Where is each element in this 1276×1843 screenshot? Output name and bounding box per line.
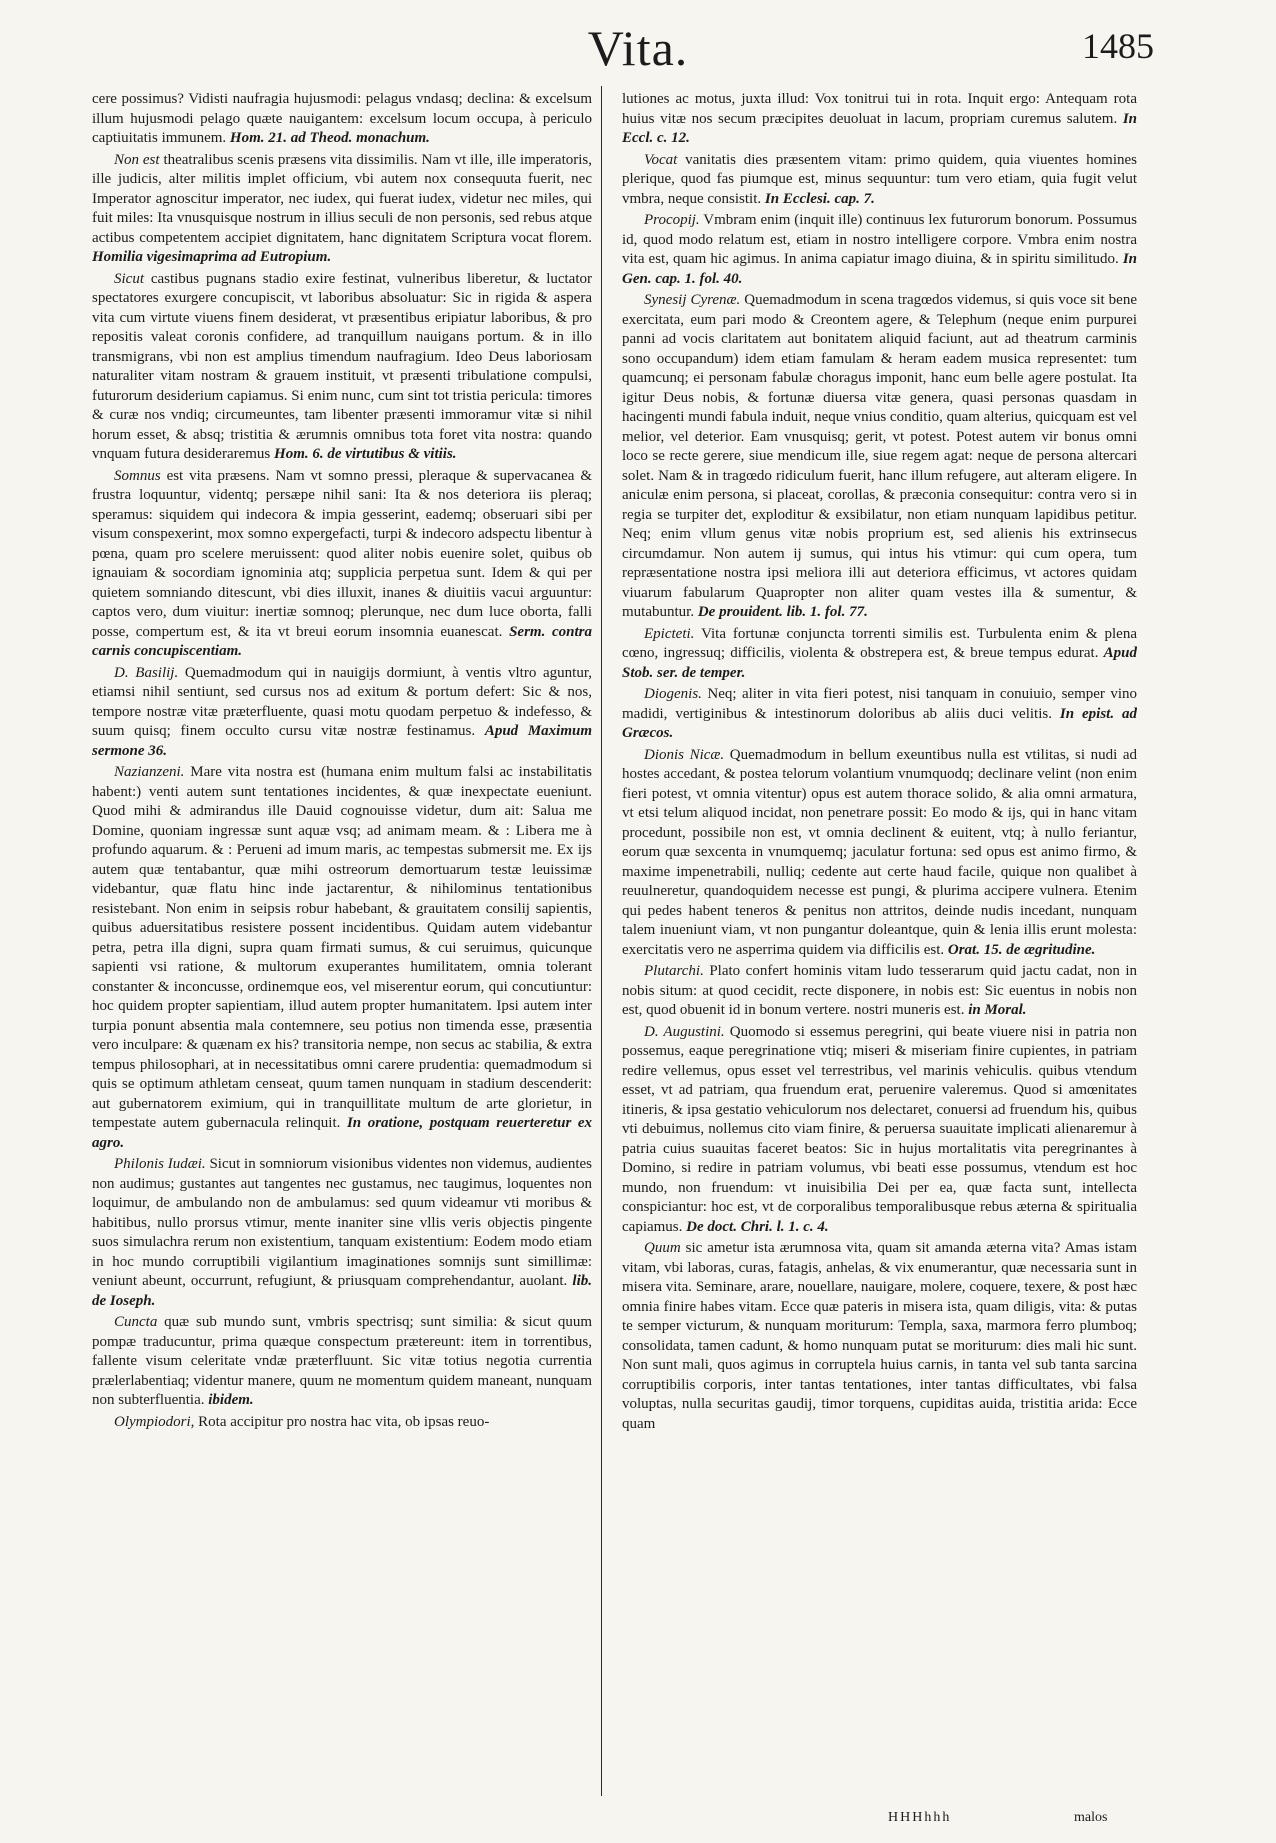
entry-source-citation: Serm. contra carnis concupiscentiam. bbox=[92, 623, 592, 659]
entry-text: est vita præsens. Nam vt somno pressi, pleraque & supervacanea & frustra loquuntur, videntq; persæpe nihil sani: Ita & nos deteriora iis pleraq; speramus: siquidem qui indecora & impia gesserint, eademq; obseruari sibi per visum conspexerint, mox somno expergefacti, turpi & indecoro adspectu libentur à pœna, quam pro scelere meruissent: quod aliter nobis euenire solet, quibus ob ignauiam & socordiam ignominia atq; supplicia perpetua sunt. Idem & qui per quietem somniando ditescunt, vbi dies illuxit, inanes & diuitiis vacui arguuntur: captos vero, dum viuitur: inertiæ somnoq; plerunque, nec dum luce oborta, falli posse, compertum est, & ita vt breui eorum insomnia euanescat. bbox=[92, 467, 592, 640]
entry-lead-word: Diogenis. bbox=[644, 686, 702, 702]
entry-source-citation: In Eccl. c. 12. bbox=[622, 110, 1137, 146]
entry-text: Quemadmodum qui in nauigijs dormiunt, à ventis vltro aguntur, etiamsi nihil sentiunt, sed cursus nos ad exitum & portum defert: Sic & nos, tempore nostræ vitæ præterfluente, quasi motu quodam perpetuo & indefesso, & suum quisq; finem occulto cursu vitæ nostræ festinamus. bbox=[92, 664, 592, 739]
quotation-entry bbox=[92, 1155, 592, 1311]
entry-lead-word: Plutarchi. bbox=[644, 963, 704, 979]
entry-lead-word: Cuncta bbox=[114, 1314, 158, 1330]
entry-source-citation: in Moral. bbox=[968, 1002, 1027, 1018]
entry-text: Vmbram enim (inquit ille) continuus lex futurorum bonorum. Possumus id, quod modo relatum est, etiam in nostro intelligere corpore. Vmbra enim nostra vita est, quam hic agimus. In anima capiatur imago diuina, & in spiritu similitudo. bbox=[622, 212, 1137, 267]
quotation-entry bbox=[622, 625, 1137, 684]
entry-text: Vita fortunæ conjuncta torrenti similis est. Turbulenta enim & plena cœno, ingressuq; difficilis, violenta & obstrepera est, & breue tempus edurat. bbox=[622, 625, 1137, 661]
entry-lead-word: Procopij. bbox=[644, 212, 700, 228]
quotation-entry bbox=[92, 1313, 592, 1411]
entry-text: castibus pugnans stadio exire festinat, vulneribus liberetur, & luctator spectatores exurgere concupiscit, vt laboribus absoluatur: Sic in rigida & aspera vita cum virtute viuens finem desiderat, vt præsentibus eripiatur laboribus, & pro repositis valeat coronis confidere, ad tranquillum nauigans portum. & in illo transmigrans, vbi non est amplius timendum naufragium. Ideo Deus laboriosam naturaliter vitam nostram & grauem instituit, vt præsenti tribulatione compulsi, futurorum desiderium capiamus. Si enim nunc, cum sint tot tristia pericula: timores & curæ nos vndiq; circumeuntes, tam libenter præsenti immoramur vitæ si nihil horum esset, & absq; tristitia & ærumnis omnibus tota foret vita nostra: quando vnquam futura desideraremus bbox=[92, 270, 592, 462]
quotation-entry bbox=[622, 90, 1137, 149]
entry-lead-word: D. Basilij. bbox=[114, 664, 179, 681]
entry-source-citation: In Ecclesi. cap. 7. bbox=[764, 190, 875, 207]
quotation-entry bbox=[92, 763, 592, 1153]
entry-lead-word: Quum bbox=[644, 1240, 681, 1256]
quotation-entry bbox=[622, 211, 1137, 289]
entry-text: theatralibus scenis præsens vita dissimilis. Nam vt ille, ille imperatoris, ille judicis, alter militis implet officium, vbi autem nox consequuta fuerit, nec Imperator agnoscitur imperator, nec iudex, qui fuerat iudex, videtur nec miles, qui fuit miles: Ita vnusquisque nostrum in illius seculi de non personis, sed rebus atque actibus competentem accipiet dignitatem, hanc dignitatem Scriptura vocat florem. bbox=[92, 151, 592, 246]
entry-lead-word: Sicut bbox=[114, 270, 144, 287]
entry-text: Plato confert hominis vitam ludo tesserarum quid jactu cadat, non in nobis situm: at quod cecidit, recte disponere, in nobis est: Sic euentus in nobis non est, quod obuenit id in bonum vertere. nostri muneris est. bbox=[622, 963, 1137, 1018]
entry-lead-word: Synesij Cyrenæ. bbox=[644, 292, 741, 308]
column-rule bbox=[601, 86, 602, 1796]
entry-text: Rota accipitur pro nostra hac vita, ob ipsas reuo- bbox=[198, 1413, 490, 1430]
entry-lead-word: Epicteti. bbox=[644, 625, 695, 642]
entry-text: Mare vita nostra est (humana enim multum falsi ac instabilitatis habent:) venti autem sunt tentationes incidentes, & quæ inexpectate eueniunt. Quod mihi & admirandus ille Dauid cognouisse videtur, dum ait: Salua me Domine, quoniam ingressæ sunt aquæ vsq; ad animam meam. & : Libera me à profundo aquarum. & : Perueni ad imum maris, ac tempestas submersit me. Ex ijs autem quæ tentabantur, quæ mihi ostreorum demortuarum testæ leuissimæ videbantur, quæ flatu hinc inde jactarentur, & nihilominus tentationibus resistebant. Non enim in seipsis robur habebant, & grauitatem consilij sapientis, quibus aduersitatibus resistere possent incidentibus. Quidam autem videbantur petra, petra illa digni, supra quam firmati sumus, & cui seruimus, quicunque sapienti vsi ratione, & multorum exuperantes humilitatem, omnia tolerant constanter & inconcusse, ordinemque eos, vel miserentur eorum, qui concutiuntur: hoc quidem propter sapientiam, illud autem propter humanitatem. Ipsi autem inter turpia ponunt absentia mala contemnere, seu potius non timenda esse, præsentia vero inculpare: & quænam ex his? transitoria nempe, non secus ac stabilia, & extra tempus philosophari, at in necessitatibus omni carere prudentia: quemadmodum si quis se optimum athletam censeat, quum tamen nunquam in stadium descenderit: aut gubernatorem eximium, qui in tranquillitate multum de arte glorietur, in tempestate autem gubernacula relinquit. bbox=[92, 764, 592, 1131]
entry-source-citation: lib. de Ioseph. bbox=[92, 1273, 592, 1309]
quotation-entry bbox=[622, 1239, 1137, 1434]
entry-lead-word: Non est bbox=[114, 151, 160, 168]
left-column bbox=[92, 90, 592, 1790]
quotation-entry bbox=[622, 962, 1137, 1021]
entry-lead-word: Dionis Nicæ. bbox=[644, 746, 725, 763]
entry-text: quæ sub mundo sunt, vmbris spectrisq; sunt similia: & sicut quum pompæ traducuntur, prima quæque conspectum prætereunt: item in torrentibus, fallente visum celeritate vndæ præterfluunt. Sic vitæ totius negotia currentia prælerlabentiaq; videntur manere, quum ne momentum quidem maneant, nunquam non subterfluentia. bbox=[92, 1314, 592, 1408]
quotation-entry bbox=[622, 1023, 1137, 1238]
quotation-entry bbox=[92, 1413, 592, 1433]
entry-lead-word: Nazianzeni. bbox=[114, 764, 185, 780]
quotation-entry bbox=[622, 291, 1137, 623]
entry-source-citation: Apud Stob. ser. de temper. bbox=[622, 645, 1137, 681]
quotation-entry bbox=[622, 685, 1137, 744]
quotation-entry bbox=[92, 151, 592, 268]
entry-text: Quomodo si essemus peregrini, qui beate viuere nisi in patria non possemus, eaque peregrinatione vtiq; miseri & miseriam finire cupientes, in patriam redire vellemus, opus esset vel terrestribus, vel marinis vehiculis. quibus vtendum esset, vt ad patriam, qua fruendum erat, peruenire valeremus. Quod si amœnitates itineris, & ipsa gestatio vehiculorum nos delectaret, conuersi ad fruendum his, quibus vti debuimus, nollemus cito viam finire, & peruersa suauitate implicati alienaremur à patria cuius suauitas faceret beatos: Sic in hujus mortalitatis vita peregrinantes à Domino, si redire in patriam volumus, vbi beati esse possumus, vtendum est hoc mundo, non fruendum: vt inuisibilia Dei per ea, quæ facta sunt, intellecta conspiciantur: hoc est, vt de corporalibus temporalibusque rebus æterna & spiritualia capiamus. bbox=[622, 1023, 1137, 1235]
quotation-entry bbox=[622, 746, 1137, 961]
entry-source-citation: In Gen. cap. 1. fol. 40. bbox=[622, 251, 1137, 287]
right-column bbox=[622, 90, 1137, 1790]
entry-source-citation: ibidem. bbox=[208, 1392, 254, 1408]
page-number: 1485 bbox=[1082, 26, 1154, 66]
quotation-entry bbox=[92, 270, 592, 465]
entry-text: cere possimus? Vidisti naufragia hujusmodi: pelagus vndasq; declina: & excelsum illum hujusmodi pelago quæte nauigantem: excelsum locum occupa, à periculo captiuitatis immunem. bbox=[92, 91, 592, 146]
entry-source-citation: Orat. 15. de ægritudine. bbox=[947, 941, 1096, 958]
entry-lead-word: Olympiodori, bbox=[114, 1413, 195, 1430]
entry-source-citation: Hom. 21. ad Theod. monachum. bbox=[229, 130, 430, 146]
quotation-entry bbox=[622, 151, 1137, 210]
quotation-entry bbox=[92, 664, 592, 762]
entry-text: Quemadmodum in scena tragœdos videmus, si quis voce sit bene exercitata, eum pari modo & Creontem agere, & Telephum (neque enim purpurei panni ad vocis claritatem aut bonitatem aliquid faciunt, aut ad theatrum carminis sono occupandum) idem etiam famulam & heram eadem musica representet: tum quamcunq; ei personam fabulæ choragus imponit, hanc eum belle agere postulat. Ita igitur Deus nobis, & fortunæ diuersa vitæ genera, quasi personas quasdam in hacingenti mundi fabula induit, neque vnius conditio, quam alterius, quicquam est vel melior, vel deterior. Eam vnusquisq; gerit, vt potest. Potest autem vir bonus omni loco se recte gerere, siue mendicum ille, siue regem agat: neque de persona altercari solet. Nam & in tragœdo ridiculum fuerit, hanc illum refugere, aut alteram eligere. In aniculæ enim persona, si placeat, corollas, & præconia consequitur: contra vero si in regia se turpiter det, exploditur & exsibilatur, non etiam nunquam lapidibus petitur. Neq; enim vllum genus vitæ nobis proprium est, sed alienis his extrinsecus circumdamur. Non autem ij sumus, qui intus his vtimur: qui cum opera, tum repræsentatione nostra ipsi meliora illi aut deteriora efficimus, vt actores quidam viuarum fabularum Quapropter non aliter quam vestes illa & sumentur, & mutabuntur. bbox=[622, 292, 1137, 620]
catchword: malos bbox=[1074, 1810, 1108, 1825]
entry-text: vanitatis dies præsentem vitam: primo quidem, quia viuentes homines plerique, quod fas piumque est, minus sequuntur: tum vero etiam, quia fugit velut vmbra, neque consistit. bbox=[622, 151, 1137, 207]
entry-text: Neq; aliter in vita fieri potest, nisi tanquam in conuiuio, semper vino madidi, vertiginibus & intestinorum doloribus ab aliis duci velitis. bbox=[622, 686, 1137, 722]
entry-lead-word: Vocat bbox=[644, 151, 678, 168]
entry-text: lutiones ac motus, juxta illud: Vox tonitrui tui in rota. Inquit ergo: Antequam rota huius vitæ nos secum præcipites deuoluat in lacum, propriam curemus salutem. bbox=[622, 91, 1137, 127]
entry-source-citation: De doct. Chri. l. 1. c. 4. bbox=[686, 1218, 829, 1235]
entry-source-citation: Apud Maximum sermone 36. bbox=[92, 723, 592, 759]
entry-source-citation: In epist. ad Græcos. bbox=[622, 705, 1137, 741]
entry-lead-word: Somnus bbox=[114, 467, 161, 484]
entry-text: Sicut in somniorum visionibus videntes non videmus, audientes non audimus; gustantes aut tangentes nec gustamus, nec taugimus, loquentes non loquimur, de ambulando non de ambulamus: sed quum videamur vti moribus & habitibus, nullo prorsus vtimur, mente inaniter sine vllis veris objectis pingente suos simulachra rerum non existentium, tanquam existentium: Eodem modo etiam in hoc mundo corruptibili vigilantium imaginationes somnijs sunt simillimæ: veniunt abeunt, occurrunt, refugiunt, & priusquam comprehendantur, auolant. bbox=[92, 1156, 592, 1289]
entry-source-citation: De prouident. lib. 1. fol. 77. bbox=[697, 604, 868, 620]
entry-source-citation: Homilia vigesimaprima ad Eutropium. bbox=[92, 249, 332, 265]
entry-text: Quemadmodum in bellum exeuntibus nulla est vtilitas, si nudi ad hostes accedant, & postea telorum volantium vnumquodq; declinare velint (non enim fieri potest, vt omnia vitentur) opus est autem thorace solido, & alia omni armatura, vt etsi telum aliquod incidat, non penetrare possit: Eo modo & ijs, qui in hanc vitam procedunt, possibile non est, vt omnia declinent & euitent, vtq; à nullo feriantur, eorum quæ sexcenta in vnumquemq; jaculatur fortuna: sed opus est animo firmo, & maxime impenetrabili, nulliq; cedente aut certe haud facile, quique non qualibet à reuulneretur, quandoquidem necesse est pungi, & plurima accipere vulnera. Etenim qui pedes habent teneros & penitus non attritos, deinde nudis incedant, nunquam talem inueniunt viam, vt non pungantur doleantque, quin & lenia illis erunt molesta: exercitatis vero ne asperrima quidem via difficilis est. bbox=[622, 746, 1137, 958]
entry-source-citation: Hom. 6. de virtutibus & vitiis. bbox=[274, 446, 457, 462]
running-title: Vita. bbox=[587, 20, 689, 76]
quotation-entry bbox=[92, 467, 592, 662]
signature-mark: HHHhhh bbox=[888, 1810, 952, 1825]
quotation-entry bbox=[92, 90, 592, 149]
entry-source-citation: In oratione, postquam reuerteretur ex agro. bbox=[92, 1115, 592, 1151]
entry-lead-word: Philonis Iudæi. bbox=[114, 1156, 206, 1172]
entry-lead-word: D. Augustini. bbox=[644, 1023, 725, 1040]
entry-text: sic ametur ista ærumnosa vita, quam sit amanda æterna vita? Amas istam vitam, vbi laboras, curas, fatagis, anhelas, & vix enumerantur, quæ necessaria sunt in misera vita. Seminare, arare, nouellare, nauigare, molere, coquere, texere, & post hæc omnia finire habes vitam. Ecce quæ pateris in misera ista, quam diligis, vita: & putas te semper victurum, & nunquam moriturum: Templa, saxa, marmora ferro plumboq; consolidata, tamen cadunt, & homo nunquam putat se moriturum: dies mali hic sunt. Non sunt mali, quos agimus in corruptela huius carnis, in tanta vel sub tanta sarcina corruptibilis corporis, inter tantas tentationes, inter tantas difficultates, vbi falsa voluptas, nulla securitas gaudij, timor torquens, cupiditas auida, tristitia arida: Ecce quam bbox=[622, 1240, 1137, 1432]
